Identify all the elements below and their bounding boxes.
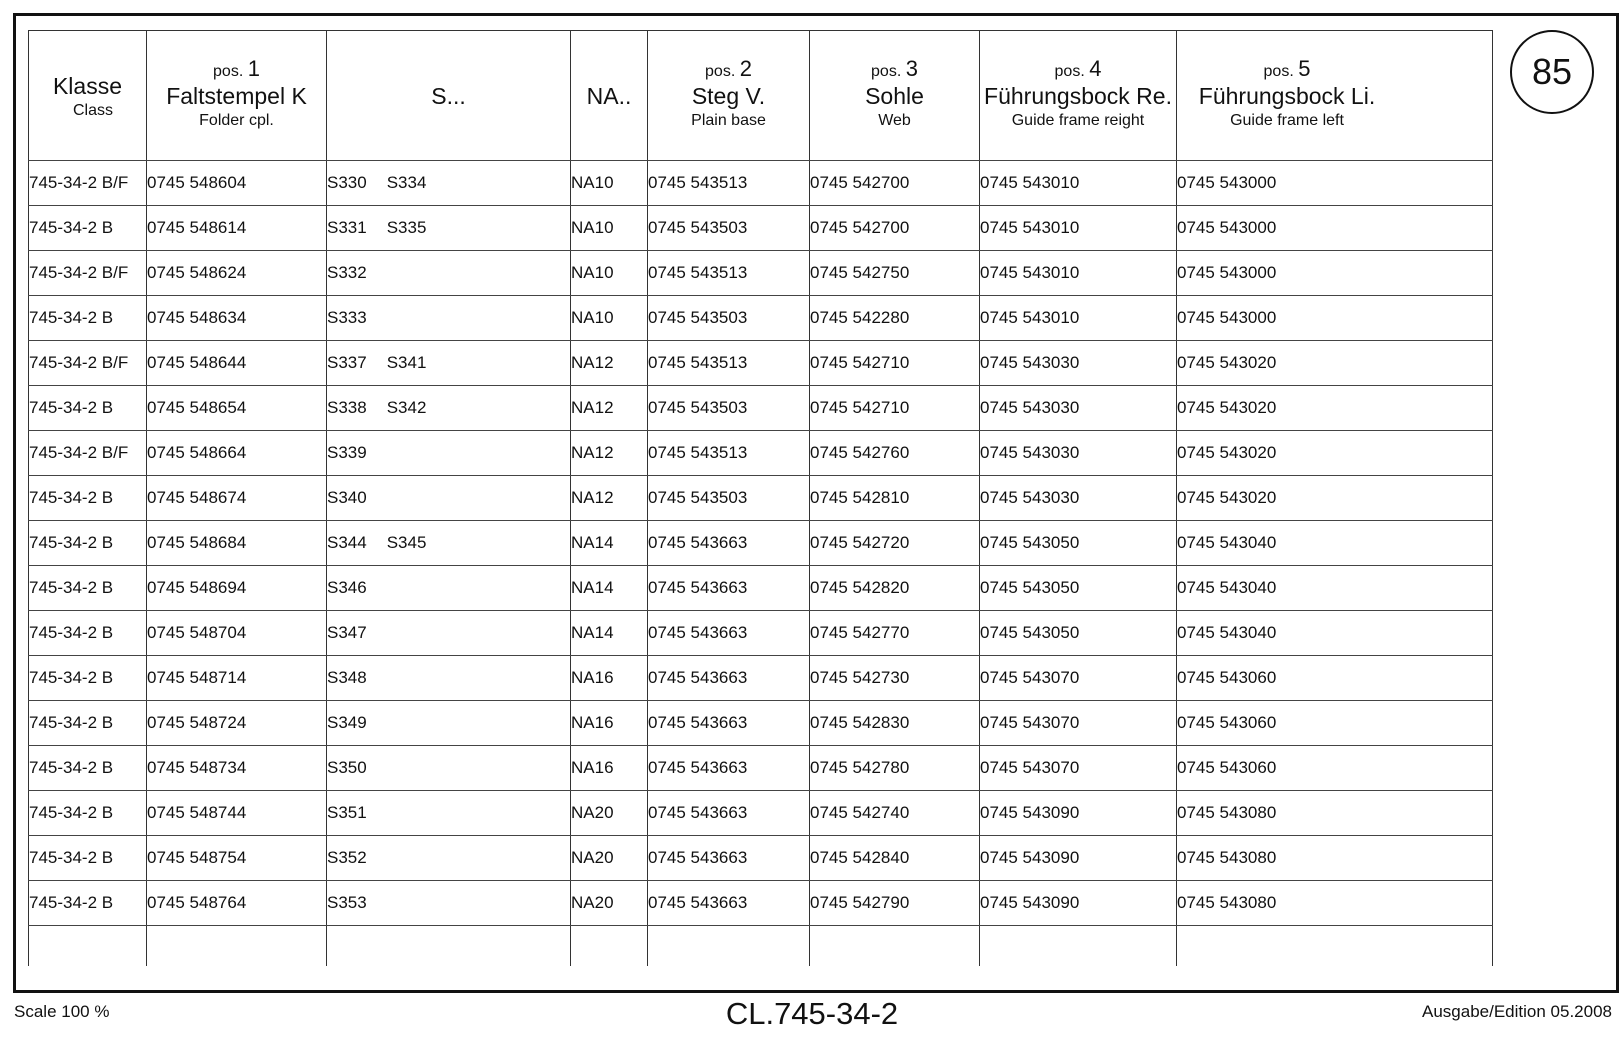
table-row [29, 206, 1493, 251]
header-pos2-title: Steg V. [691, 83, 766, 109]
header-pos3-prefix: pos. [871, 63, 902, 80]
cell-na: NA10 [571, 251, 648, 296]
header-pos3-title: Sohle [865, 83, 924, 109]
header-pos4 [980, 31, 1177, 161]
cell-pos2-plain-base: 0745 543663 [648, 836, 810, 881]
cell-pos2-plain-base: 0745 543513 [648, 161, 810, 206]
table-row [29, 476, 1493, 521]
cell-s-code-1: S352 [327, 848, 367, 867]
cell-s-code-1: S333 [327, 308, 367, 327]
header-pos3-number: 3 [905, 56, 918, 81]
cell-pos3-web: 0745 542730 [810, 656, 980, 701]
header-row [29, 31, 1493, 161]
cell-pos5-guide-left: 0745 543040 [1177, 521, 1493, 566]
cell-klasse: 745-34-2 B/F [29, 341, 147, 386]
cell-s-codes [327, 791, 571, 836]
cell-pos1-folder: 0745 548764 [147, 881, 327, 926]
empty-cell [571, 926, 648, 967]
cell-pos5-guide-left: 0745 543000 [1177, 296, 1493, 341]
table-row [29, 386, 1493, 431]
table-row [29, 836, 1493, 881]
cell-pos3-web: 0745 542830 [810, 701, 980, 746]
cell-pos2-plain-base: 0745 543663 [648, 611, 810, 656]
header-pos5-number: 5 [1298, 56, 1311, 81]
cell-s-code-1: S346 [327, 578, 367, 597]
cell-pos1-folder: 0745 548734 [147, 746, 327, 791]
cell-na: NA10 [571, 161, 648, 206]
cell-s-codes [327, 161, 571, 206]
table-header [29, 31, 1493, 161]
cell-pos1-folder: 0745 548724 [147, 701, 327, 746]
cell-klasse: 745-34-2 B [29, 881, 147, 926]
cell-pos4-guide-right: 0745 543050 [980, 566, 1177, 611]
cell-klasse: 745-34-2 B [29, 386, 147, 431]
cell-pos5-guide-left: 0745 543080 [1177, 836, 1493, 881]
header-pos2-prefix: pos. [705, 63, 736, 80]
cell-pos5-guide-left: 0745 543060 [1177, 746, 1493, 791]
cell-pos1-folder: 0745 548744 [147, 791, 327, 836]
parts-table [28, 30, 1493, 966]
cell-pos5-guide-left: 0745 543040 [1177, 611, 1493, 656]
cell-pos2-plain-base: 0745 543663 [648, 881, 810, 926]
table-row [29, 746, 1493, 791]
header-pos2-subtitle: Plain base [691, 112, 766, 129]
cell-pos5-guide-left: 0745 543000 [1177, 251, 1493, 296]
cell-pos4-guide-right: 0745 543090 [980, 791, 1177, 836]
cell-pos4-guide-right: 0745 543010 [980, 296, 1177, 341]
table-row [29, 296, 1493, 341]
cell-pos4-guide-right: 0745 543070 [980, 746, 1177, 791]
header-pos4-label [980, 56, 1176, 81]
cell-pos5-guide-left: 0745 543060 [1177, 701, 1493, 746]
cell-klasse: 745-34-2 B/F [29, 431, 147, 476]
header-klasse-title: Klasse [52, 72, 123, 99]
cell-s-code-2: S341 [386, 353, 427, 372]
header-pos2-label [648, 56, 809, 81]
cell-pos5-guide-left: 0745 543020 [1177, 386, 1493, 431]
cell-na: NA16 [571, 746, 648, 791]
cell-na: NA10 [571, 296, 648, 341]
cell-pos4-guide-right: 0745 543050 [980, 521, 1177, 566]
cell-pos3-web: 0745 542700 [810, 206, 980, 251]
table-row [29, 881, 1493, 926]
cell-klasse: 745-34-2 B [29, 206, 147, 251]
header-s-title: S... [431, 82, 466, 109]
cell-pos1-folder: 0745 548664 [147, 431, 327, 476]
cell-klasse: 745-34-2 B [29, 656, 147, 701]
cell-pos2-plain-base: 0745 543663 [648, 701, 810, 746]
cell-s-codes [327, 566, 571, 611]
cell-na: NA12 [571, 476, 648, 521]
header-pos5-title: Führungsbock Li. [1198, 83, 1376, 109]
table-row [29, 521, 1493, 566]
cell-s-codes [327, 431, 571, 476]
cell-pos2-plain-base: 0745 543513 [648, 251, 810, 296]
cell-s-code-2: S345 [386, 533, 427, 552]
cell-s-codes [327, 296, 571, 341]
cell-pos1-folder: 0745 548644 [147, 341, 327, 386]
header-pos5-label [1187, 56, 1387, 81]
empty-cell [980, 926, 1177, 967]
cell-s-codes [327, 251, 571, 296]
cell-s-codes [327, 476, 571, 521]
cell-pos1-folder: 0745 548674 [147, 476, 327, 521]
cell-na: NA14 [571, 521, 648, 566]
cell-na: NA20 [571, 836, 648, 881]
empty-cell [1177, 926, 1493, 967]
empty-cell [327, 926, 571, 967]
cell-na: NA20 [571, 881, 648, 926]
cell-klasse: 745-34-2 B [29, 566, 147, 611]
cell-s-code-1: S344 [327, 533, 367, 552]
header-s [327, 31, 571, 161]
cell-s-code-1: S337 [327, 353, 367, 372]
cell-s-code-1: S338 [327, 398, 367, 417]
cell-pos2-plain-base: 0745 543503 [648, 206, 810, 251]
cell-pos4-guide-right: 0745 543070 [980, 656, 1177, 701]
cell-na: NA16 [571, 656, 648, 701]
cell-pos1-folder: 0745 548684 [147, 521, 327, 566]
cell-pos5-guide-left: 0745 543020 [1177, 341, 1493, 386]
cell-pos3-web: 0745 542820 [810, 566, 980, 611]
cell-s-codes [327, 611, 571, 656]
cell-pos2-plain-base: 0745 543513 [648, 341, 810, 386]
table-row [29, 251, 1493, 296]
cell-pos4-guide-right: 0745 543090 [980, 836, 1177, 881]
cell-pos2-plain-base: 0745 543663 [648, 656, 810, 701]
cell-pos3-web: 0745 542750 [810, 251, 980, 296]
cell-pos4-guide-right: 0745 543090 [980, 881, 1177, 926]
cell-na: NA12 [571, 431, 648, 476]
cell-s-code-1: S347 [327, 623, 367, 642]
cell-pos3-web: 0745 542760 [810, 431, 980, 476]
cell-pos2-plain-base: 0745 543663 [648, 791, 810, 836]
cell-s-code-1: S351 [327, 803, 367, 822]
header-pos5-prefix: pos. [1263, 63, 1294, 80]
header-pos5-block [1187, 56, 1387, 131]
cell-s-code-1: S349 [327, 713, 367, 732]
cell-pos1-folder: 0745 548714 [147, 656, 327, 701]
cell-s-code-2: S335 [386, 218, 427, 237]
cell-pos3-web: 0745 542700 [810, 161, 980, 206]
cell-s-codes [327, 656, 571, 701]
cell-pos5-guide-left: 0745 543000 [1177, 161, 1493, 206]
cell-klasse: 745-34-2 B [29, 476, 147, 521]
cell-pos4-guide-right: 0745 543030 [980, 386, 1177, 431]
header-pos1-prefix: pos. [213, 63, 244, 80]
cell-na: NA14 [571, 611, 648, 656]
cell-pos3-web: 0745 542770 [810, 611, 980, 656]
table-row [29, 341, 1493, 386]
table-row [29, 701, 1493, 746]
cell-na: NA16 [571, 701, 648, 746]
cell-s-codes [327, 881, 571, 926]
cell-s-codes [327, 341, 571, 386]
cell-pos2-plain-base: 0745 543513 [648, 431, 810, 476]
header-klasse [29, 31, 147, 161]
table-row [29, 566, 1493, 611]
table-body [29, 161, 1493, 967]
table-row [29, 431, 1493, 476]
cell-klasse: 745-34-2 B [29, 701, 147, 746]
cell-pos1-folder: 0745 548654 [147, 386, 327, 431]
cell-na: NA20 [571, 791, 648, 836]
cell-pos4-guide-right: 0745 543010 [980, 206, 1177, 251]
cell-pos4-guide-right: 0745 543010 [980, 161, 1177, 206]
cell-s-code-1: S340 [327, 488, 367, 507]
cell-pos4-guide-right: 0745 543050 [980, 611, 1177, 656]
cell-s-codes [327, 386, 571, 431]
header-pos1-label [147, 56, 326, 81]
header-pos3-label [810, 56, 979, 81]
cell-pos3-web: 0745 542710 [810, 386, 980, 431]
header-pos1-title: Faltstempel K [166, 83, 307, 109]
header-pos5-subtitle: Guide frame left [1230, 112, 1344, 129]
cell-klasse: 745-34-2 B [29, 296, 147, 341]
cell-klasse: 745-34-2 B [29, 611, 147, 656]
header-pos4-number: 4 [1089, 56, 1102, 81]
cell-s-code-2: S334 [386, 173, 427, 192]
empty-row [29, 926, 1493, 967]
header-pos3-subtitle: Web [878, 112, 911, 129]
empty-cell [648, 926, 810, 967]
cell-pos1-folder: 0745 548604 [147, 161, 327, 206]
cell-pos1-folder: 0745 548694 [147, 566, 327, 611]
cell-pos4-guide-right: 0745 543030 [980, 476, 1177, 521]
header-pos5 [1177, 31, 1493, 161]
cell-pos5-guide-left: 0745 543020 [1177, 476, 1493, 521]
cell-s-code-2: S342 [386, 398, 427, 417]
cell-pos5-guide-left: 0745 543000 [1177, 206, 1493, 251]
cell-s-codes [327, 521, 571, 566]
cell-s-code-1: S332 [327, 263, 367, 282]
cell-pos2-plain-base: 0745 543503 [648, 296, 810, 341]
cell-pos2-plain-base: 0745 543663 [648, 521, 810, 566]
cell-s-code-1: S331 [327, 218, 367, 237]
empty-cell [29, 926, 147, 967]
table-row [29, 656, 1493, 701]
cell-pos5-guide-left: 0745 543080 [1177, 881, 1493, 926]
table-row [29, 791, 1493, 836]
cell-s-code-1: S339 [327, 443, 367, 462]
cell-klasse: 745-34-2 B [29, 521, 147, 566]
cell-pos4-guide-right: 0745 543030 [980, 341, 1177, 386]
cell-pos4-guide-right: 0745 543030 [980, 431, 1177, 476]
page-number-badge: 85 [1510, 30, 1594, 114]
cell-pos3-web: 0745 542790 [810, 881, 980, 926]
cell-pos1-folder: 0745 548634 [147, 296, 327, 341]
cell-pos3-web: 0745 542710 [810, 341, 980, 386]
scale-label: Scale 100 % [14, 1002, 110, 1021]
cell-s-code-1: S330 [327, 173, 367, 192]
cell-pos1-folder: 0745 548624 [147, 251, 327, 296]
cell-pos1-folder: 0745 548754 [147, 836, 327, 881]
cell-klasse: 745-34-2 B [29, 791, 147, 836]
cell-klasse: 745-34-2 B [29, 836, 147, 881]
header-pos1-number: 1 [247, 56, 260, 81]
cell-pos5-guide-left: 0745 543060 [1177, 656, 1493, 701]
empty-cell [147, 926, 327, 967]
cell-s-codes [327, 746, 571, 791]
cell-pos2-plain-base: 0745 543503 [648, 476, 810, 521]
cell-pos2-plain-base: 0745 543663 [648, 746, 810, 791]
cell-klasse: 745-34-2 B [29, 746, 147, 791]
cell-s-codes [327, 836, 571, 881]
cell-na: NA12 [571, 386, 648, 431]
cell-s-codes [327, 701, 571, 746]
cell-s-code-1: S348 [327, 668, 367, 687]
cell-s-code-1: S353 [327, 893, 367, 912]
header-pos4-title: Führungsbock Re. [984, 83, 1172, 109]
header-pos1-subtitle: Folder cpl. [199, 112, 274, 129]
header-pos4-prefix: pos. [1054, 63, 1085, 80]
cell-pos5-guide-left: 0745 543040 [1177, 566, 1493, 611]
cell-pos4-guide-right: 0745 543010 [980, 251, 1177, 296]
header-na-title: NA.. [586, 82, 632, 109]
cell-pos1-folder: 0745 548704 [147, 611, 327, 656]
header-pos2 [648, 31, 810, 161]
header-na [571, 31, 648, 161]
cell-pos1-folder: 0745 548614 [147, 206, 327, 251]
header-pos3 [810, 31, 980, 161]
header-pos1 [147, 31, 327, 161]
cell-pos5-guide-left: 0745 543080 [1177, 791, 1493, 836]
cell-pos3-web: 0745 542780 [810, 746, 980, 791]
cell-s-codes [327, 206, 571, 251]
cell-na: NA14 [571, 566, 648, 611]
cell-pos3-web: 0745 542720 [810, 521, 980, 566]
cell-pos3-web: 0745 542840 [810, 836, 980, 881]
cell-pos5-guide-left: 0745 543020 [1177, 431, 1493, 476]
cell-klasse: 745-34-2 B/F [29, 251, 147, 296]
cell-na: NA10 [571, 206, 648, 251]
cell-klasse: 745-34-2 B/F [29, 161, 147, 206]
cell-pos3-web: 0745 542280 [810, 296, 980, 341]
empty-cell [810, 926, 980, 967]
table-row [29, 161, 1493, 206]
cell-pos2-plain-base: 0745 543663 [648, 566, 810, 611]
cell-s-code-1: S350 [327, 758, 367, 777]
cell-pos4-guide-right: 0745 543070 [980, 701, 1177, 746]
cell-pos3-web: 0745 542740 [810, 791, 980, 836]
document-title: CL.745-34-2 [725, 996, 899, 1031]
cell-pos3-web: 0745 542810 [810, 476, 980, 521]
header-klasse-subtitle: Class [72, 101, 113, 119]
edition-label: Ausgabe/Edition 05.2008 [1422, 1002, 1612, 1021]
header-pos4-subtitle: Guide frame reight [1011, 112, 1145, 129]
cell-pos2-plain-base: 0745 543503 [648, 386, 810, 431]
table-row [29, 611, 1493, 656]
cell-na: NA12 [571, 341, 648, 386]
header-pos2-number: 2 [739, 56, 752, 81]
